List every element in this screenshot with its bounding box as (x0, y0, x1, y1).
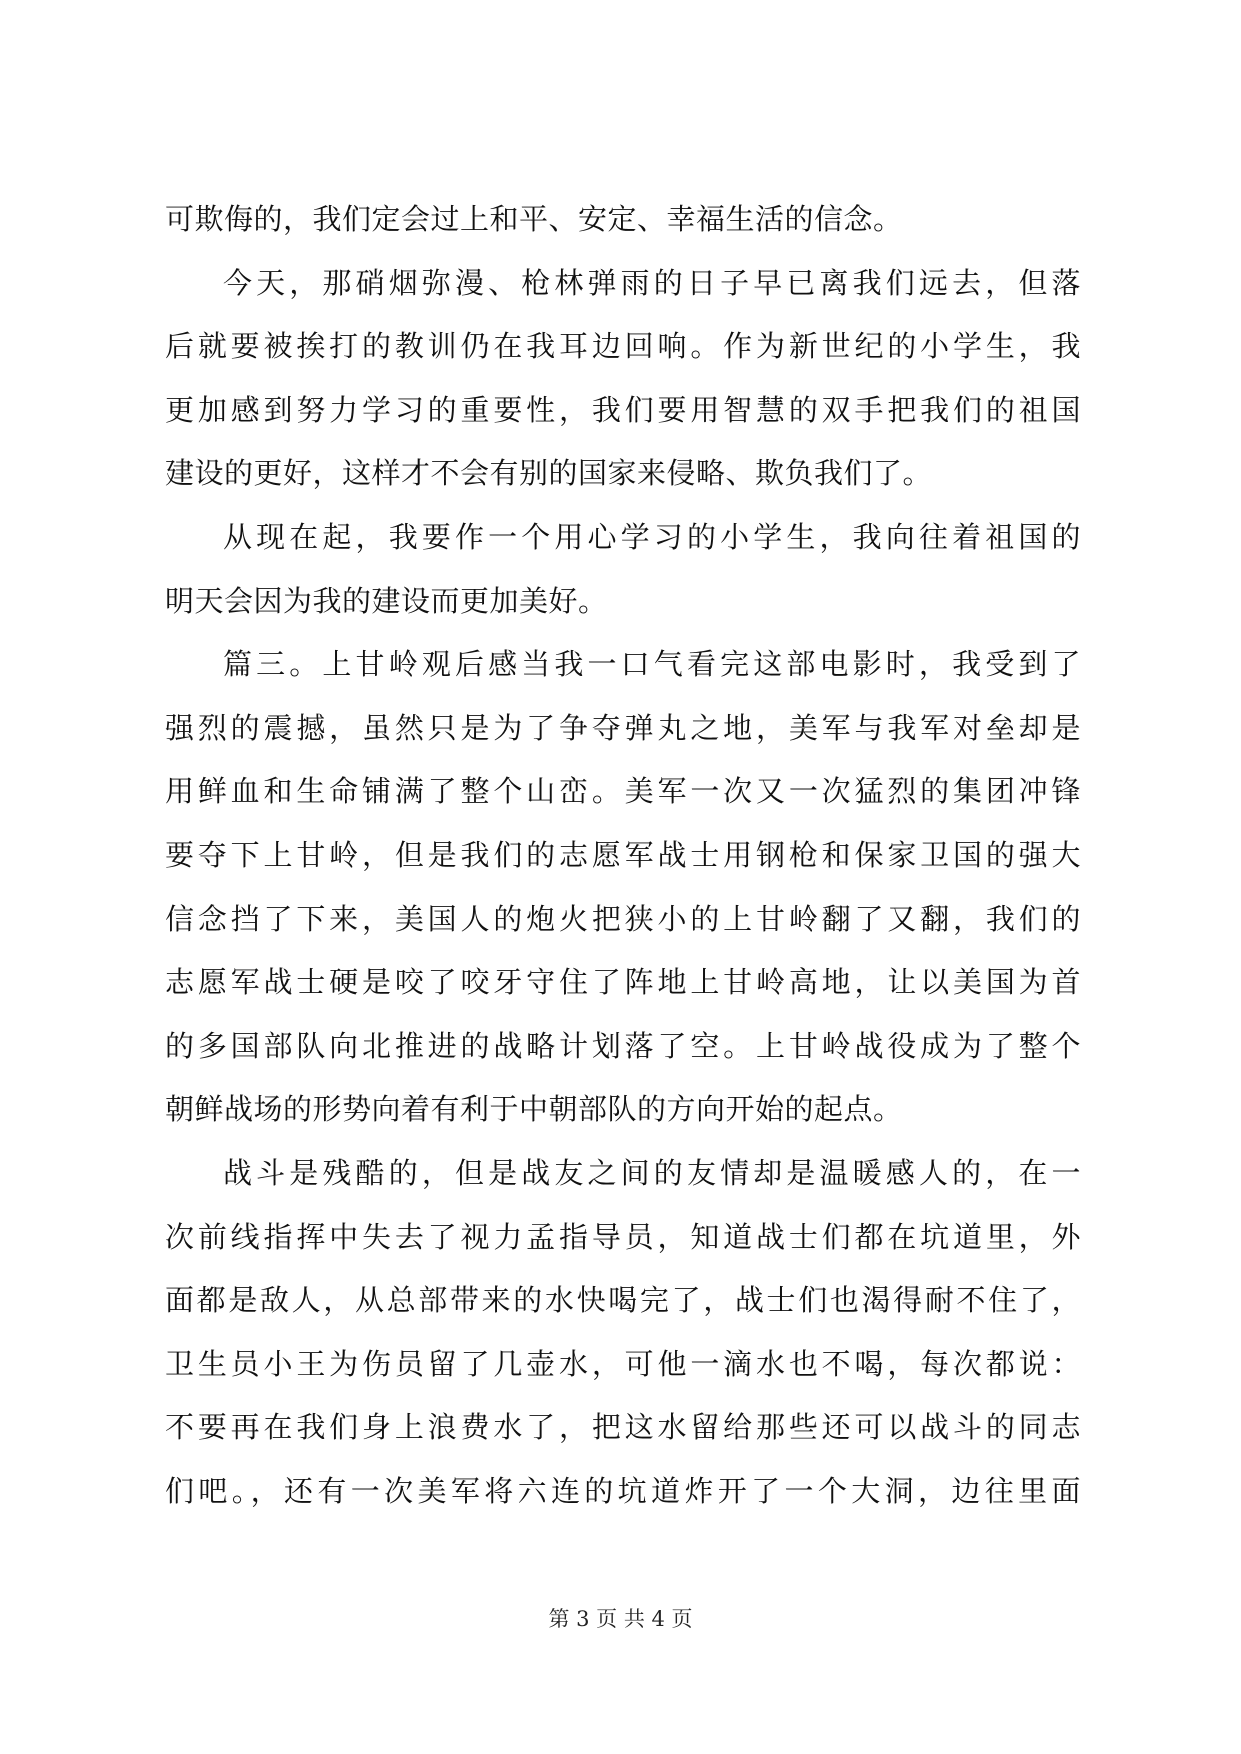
text-line: 们吧。，还有一次美军将六连的坑道炸开了一个大洞，边往里面 (165, 1473, 1081, 1508)
text-line: 明天会因为我的建设而更加美好。 (165, 583, 608, 618)
text-line: 建设的更好，这样才不会有别的国家来侵略、欺负我们了。 (165, 456, 933, 491)
text-line: 战斗是残酷的，但是战友之间的友情却是温暖感人的，在一 (223, 1155, 1081, 1190)
text-line: 强烈的震撼，虽然只是为了争夺弹丸之地，美军与我军对垒却是 (165, 710, 1081, 745)
text-line: 后就要被挨打的教训仍在我耳边回响。作为新世纪的小学生，我 (165, 329, 1081, 364)
text-line: 的多国部队向北推进的战略计划落了空。上甘岭战役成为了整个 (165, 1028, 1081, 1063)
text-line: 不要再在我们身上浪费水了，把这水留给那些还可以战斗的同志 (165, 1410, 1081, 1445)
page-number-footer: 第 3 页 共 4 页 (548, 1607, 693, 1631)
text-line: 从现在起，我要作一个用心学习的小学生，我向往着祖国的 (223, 519, 1081, 554)
body-text (165, 188, 1081, 1523)
text-line: 志愿军战士硬是咬了咬牙守住了阵地上甘岭高地，让以美国为首 (165, 965, 1081, 1000)
text-line: 今天，那硝烟弥漫、枪林弹雨的日子早已离我们远去，但落 (223, 265, 1081, 300)
text-line: 面都是敌人，从总部带来的水快喝完了，战士们也渴得耐不住了， (165, 1283, 1081, 1318)
text-line: 篇三。上甘岭观后感当我一口气看完这部电影时，我受到了 (223, 647, 1081, 682)
text-line: 信念挡了下来，美国人的炮火把狭小的上甘岭翻了又翻，我们的 (165, 901, 1081, 936)
text-line: 可欺侮的，我们定会过上和平、安定、幸福生活的信念。 (165, 202, 903, 236)
text-line: 要夺下上甘岭，但是我们的志愿军战士用钢枪和保家卫国的强大 (165, 837, 1081, 872)
text-line: 次前线指挥中失去了视力孟指导员，知道战士们都在坑道里，外 (165, 1219, 1081, 1254)
text-line: 朝鲜战场的形势向着有利于中朝部队的方向开始的起点。 (165, 1092, 903, 1127)
text-line: 卫生员小王为伤员留了几壶水，可他一滴水也不喝，每次都说： (165, 1346, 1081, 1381)
text-line: 更加感到努力学习的重要性，我们要用智慧的双手把我们的祖国 (165, 392, 1081, 427)
text-line: 用鲜血和生命铺满了整个山峦。美军一次又一次猛烈的集团冲锋 (165, 774, 1081, 809)
